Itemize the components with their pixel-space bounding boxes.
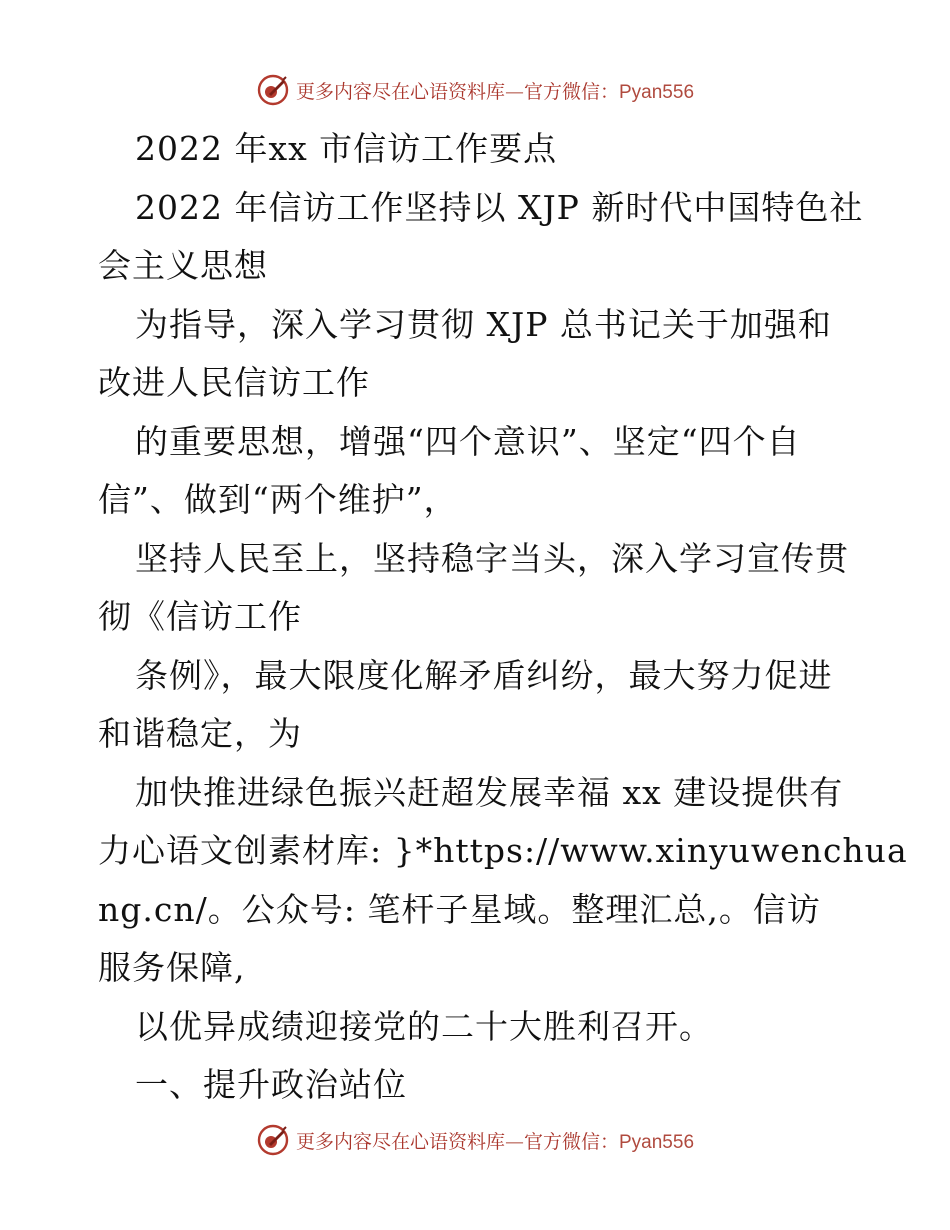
banner-wechat-id: Pyan556 <box>619 81 695 103</box>
banner-text <box>296 1127 694 1154</box>
document-line: 2022 年信访工作坚持以 XJP 新时代中国特色社 <box>135 187 864 227</box>
document-line: 一、提升政治站位 <box>135 1065 407 1104</box>
pen-logo-icon <box>256 73 290 107</box>
banner-wechat-label: 官方微信： <box>523 1130 619 1153</box>
pen-logo-icon <box>256 1123 290 1157</box>
header-banner <box>0 70 950 110</box>
footer-banner <box>0 1120 950 1160</box>
banner-separator: — <box>504 1130 524 1153</box>
document-line: 加快推进绿色振兴赶超发展幸福 xx 建设提供有 <box>135 772 844 812</box>
document-line: 为指导，深入学习贯彻 XJP 总书记关于加强和 <box>135 304 832 344</box>
document-line: 信”、做到“两个维护”， <box>98 480 458 519</box>
document-line: 坚持人民至上，坚持稳字当头，深入学习宣传贯 <box>135 538 849 578</box>
document-line: 条例》，最大限度化解矛盾纠纷，最大努力促进 <box>135 655 833 695</box>
document-line: 改进人民信访工作 <box>98 363 370 402</box>
document-line: 服务保障, <box>98 948 246 987</box>
banner-slogan: 更多内容尽在心语资料库 <box>295 80 505 103</box>
banner-wechat-label: 官方微信： <box>523 80 619 103</box>
document-line: 力心语文创素材库: }*https://www.xinyuwenchua <box>98 831 908 870</box>
document-line: 和谐稳定，为 <box>98 714 302 753</box>
banner-text <box>296 77 694 104</box>
banner-separator: — <box>504 80 524 103</box>
document-line: 会主义思想 <box>98 246 268 285</box>
document-line: 以优异成绩迎接党的二十大胜利召开。 <box>135 1006 713 1046</box>
document-line: 的重要思想，增强“四个意识”、坚定“四个自 <box>135 421 801 461</box>
document-line: ng.cn/。公众号: 笔杆子星域。整理汇总,。信访 <box>98 889 821 929</box>
document-body <box>98 120 908 1115</box>
document-line: 2022 年xx 市信访工作要点 <box>135 129 558 168</box>
document-line: 彻《信访工作 <box>98 597 302 636</box>
banner-wechat-id: Pyan556 <box>619 1131 695 1153</box>
banner-slogan: 更多内容尽在心语资料库 <box>295 1130 505 1153</box>
